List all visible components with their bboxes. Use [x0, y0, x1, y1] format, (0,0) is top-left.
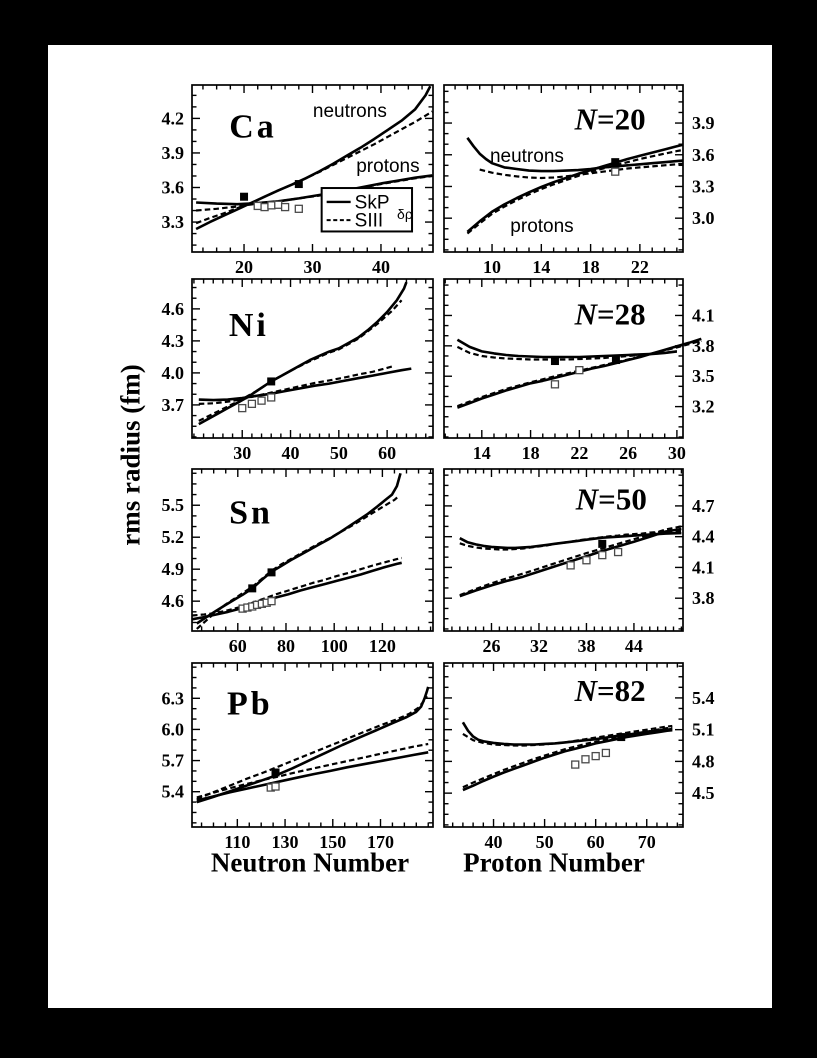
x-tick-label: 110 [224, 832, 251, 852]
y-tick-label: 3.3 [161, 212, 184, 233]
y-tick-label: 5.2 [161, 527, 184, 548]
panel-frame [444, 663, 683, 827]
x-tick-label: 150 [319, 832, 347, 852]
filled-square-marker [272, 769, 280, 777]
series-protons-siii [463, 728, 672, 788]
x-tick-label: 32 [529, 636, 548, 656]
y-tick-label: 3.6 [692, 144, 715, 165]
panel-frame [192, 469, 433, 631]
y-tick-label: 3.9 [692, 113, 715, 134]
x-tick-label: 40 [371, 257, 390, 277]
open-square-marker [295, 205, 302, 212]
x-tick-label: 130 [271, 832, 299, 852]
open-square-marker [272, 783, 279, 790]
y-tick-label: 5.5 [161, 495, 184, 516]
open-square-marker [254, 202, 261, 209]
annotation-neutrons: neutrons [312, 100, 387, 122]
x-tick-label: 50 [535, 832, 554, 852]
open-square-marker [615, 549, 622, 556]
y-tick-label: 3.5 [692, 366, 715, 387]
chart-panels-svg [48, 45, 772, 1008]
series-protons-skp [463, 730, 672, 790]
filled-square-marker [551, 357, 559, 365]
markers [267, 769, 279, 792]
x-tick-label: 18 [521, 443, 540, 463]
x-tick-label: 10 [483, 257, 502, 277]
open-square-marker [282, 204, 289, 211]
y-tick-label: 5.4 [692, 687, 715, 708]
y-tick-label: 4.0 [161, 362, 184, 383]
x-tick-label: 60 [228, 636, 247, 656]
x-tick-label: 30 [233, 443, 252, 463]
panel-title: Pb [226, 685, 273, 723]
y-tick-label: 3.0 [692, 208, 715, 229]
x-tick-label: 22 [630, 257, 649, 277]
panel-title: Ca [229, 108, 277, 146]
y-tick-label: 4.6 [161, 298, 184, 319]
open-square-marker [275, 201, 282, 208]
series-protons-skp [192, 563, 402, 620]
series-neutrons-siii [197, 496, 399, 629]
markers [551, 356, 620, 388]
annotation-neutrons: neutrons [489, 145, 564, 167]
annotation-protons: protons [510, 216, 574, 238]
panel-Sn [162, 469, 434, 656]
x-tick-label: 26 [482, 636, 501, 656]
open-square-marker [572, 761, 579, 768]
filled-square-marker [267, 377, 275, 385]
x-axis-label-neutron-number: Neutron Number [210, 847, 410, 878]
y-tick-label: 3.3 [692, 176, 715, 197]
filled-square-marker [617, 733, 625, 741]
filled-square-marker [295, 180, 303, 188]
panel-title: Sn [229, 494, 273, 532]
panel-N82 [444, 663, 715, 852]
open-square-marker [583, 557, 590, 564]
x-tick-label: 30 [667, 443, 686, 463]
y-tick-label: 3.7 [161, 394, 184, 415]
filled-square-marker [240, 193, 248, 201]
x-tick-label: 14 [532, 257, 551, 277]
y-tick-label: 4.1 [692, 305, 715, 326]
filled-square-marker [612, 356, 620, 364]
x-tick-label: 14 [472, 443, 491, 463]
open-square-marker [602, 749, 609, 756]
series-neutrons-skp [197, 473, 401, 623]
y-tick-label: 3.8 [692, 588, 715, 609]
y-tick-label: 3.2 [692, 396, 715, 417]
panel-title: Ni [228, 306, 269, 344]
x-tick-label: 120 [368, 636, 396, 656]
y-axis-label: rms radius (fm) [115, 364, 146, 546]
legend-label-SkP: SkP [354, 192, 390, 214]
panel-Pb [162, 663, 434, 852]
filled-square-marker [248, 584, 256, 592]
x-tick-label: 40 [281, 443, 300, 463]
open-square-marker [268, 394, 275, 401]
open-square-marker [582, 756, 589, 763]
panel-N20 [444, 85, 715, 277]
panel-Ca [162, 85, 434, 277]
x-axis-label-proton-number: Proton Number [463, 847, 645, 878]
y-tick-label: 4.6 [161, 591, 184, 612]
y-tick-label: 6.0 [161, 719, 184, 740]
legend-subscript: δρ [397, 205, 413, 222]
ticks [444, 663, 683, 827]
ticks [444, 469, 683, 631]
filled-square-marker [611, 158, 619, 166]
panel-N28 [444, 279, 715, 463]
x-tick-label: 20 [235, 257, 254, 277]
open-square-marker [599, 552, 606, 559]
panel-title: N=20 [574, 101, 646, 137]
open-square-marker [567, 562, 574, 569]
open-square-marker [248, 400, 255, 407]
y-tick-label: 3.6 [161, 177, 184, 198]
panel-frame [444, 469, 683, 631]
x-tick-label: 60 [378, 443, 397, 463]
markers [239, 568, 275, 612]
x-tick-label: 40 [484, 832, 503, 852]
panel-title: N=50 [575, 481, 647, 517]
y-tick-label: 5.7 [161, 750, 184, 771]
annotation-protons: protons [356, 156, 420, 177]
open-square-marker [258, 397, 265, 404]
x-tick-label: 38 [577, 636, 596, 656]
y-tick-label: 5.4 [161, 781, 184, 802]
x-tick-label: 100 [320, 636, 348, 656]
x-tick-label: 170 [367, 832, 395, 852]
x-tick-label: 60 [586, 832, 605, 852]
series-neutrons-skp [199, 282, 407, 424]
panel-title: N=28 [574, 296, 646, 332]
open-square-marker [612, 168, 619, 175]
x-tick-label: 44 [624, 636, 643, 656]
filled-square-marker [598, 540, 606, 548]
figure-canvas [48, 45, 772, 1008]
panel-title: N=82 [574, 673, 646, 709]
y-tick-label: 4.3 [161, 330, 184, 351]
open-square-marker [592, 753, 599, 760]
open-square-marker [261, 204, 268, 211]
x-tick-label: 50 [329, 443, 348, 463]
y-tick-label: 4.2 [161, 108, 184, 129]
ticks [192, 469, 433, 631]
y-tick-label: 6.3 [161, 688, 184, 709]
y-tick-label: 4.8 [692, 751, 715, 772]
x-tick-label: 70 [637, 832, 656, 852]
y-tick-label: 5.1 [692, 719, 715, 740]
legend-label-SIII: SIII [354, 210, 384, 232]
x-tick-label: 18 [581, 257, 600, 277]
open-square-marker [551, 381, 558, 388]
y-tick-label: 4.4 [692, 526, 715, 547]
series-neutrons-skp [460, 533, 682, 548]
y-tick-label: 4.9 [161, 559, 184, 580]
x-tick-label: 30 [303, 257, 322, 277]
x-tick-label: 80 [276, 636, 295, 656]
open-square-marker [268, 202, 275, 209]
panel-N50 [444, 469, 715, 656]
y-tick-label: 3.8 [692, 335, 715, 356]
legend [322, 188, 413, 232]
open-square-marker [268, 598, 275, 605]
x-tick-label: 26 [619, 443, 638, 463]
x-tick-label: 22 [570, 443, 589, 463]
filled-square-marker [268, 568, 276, 576]
panel-Ni [162, 279, 434, 463]
y-tick-label: 4.5 [692, 783, 715, 804]
open-square-marker [239, 405, 246, 412]
y-tick-label: 4.1 [692, 557, 715, 578]
y-tick-label: 4.7 [692, 495, 715, 516]
y-tick-label: 3.9 [161, 142, 184, 163]
open-square-marker [576, 367, 583, 374]
